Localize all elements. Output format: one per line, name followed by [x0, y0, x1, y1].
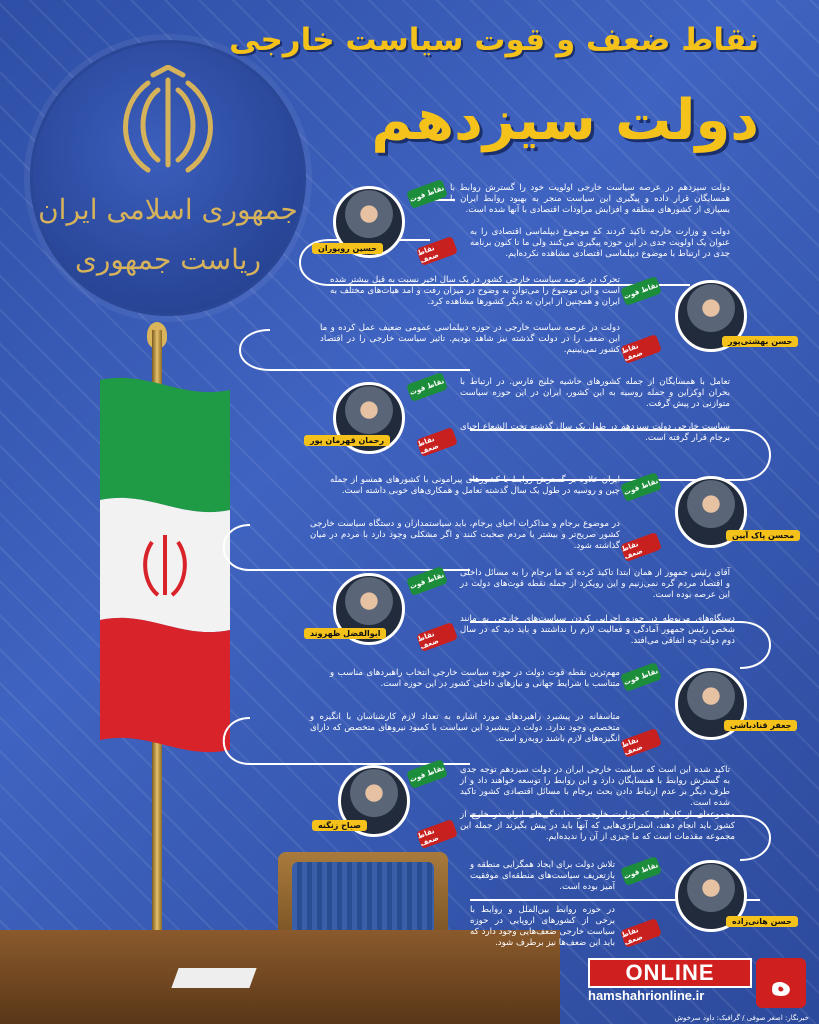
- weakness-text: دستگاه‌های مربوطه در حوزه اجرایی کردن سیاست‌های خارجی به مانند شخص رئیس جمهور آمادگی و فعالیت لازم را نداشتند و باید دید که در سال دوم دولت چه اتفاقی می‌افتد.: [460, 614, 735, 646]
- strength-tag: نقاط قوت: [620, 276, 662, 306]
- strength-tag: نقاط قوت: [620, 856, 662, 886]
- online-brand: ONLINE: [588, 958, 752, 988]
- strength-text: ایران علاوه بر گسترش روابط با کشورهای پیرامونی با کشورهای همسو از جمله چین و روسیه در طول یک سال گذشته تعامل و همکاری‌های خوبی داشته است.: [330, 475, 620, 496]
- emblem-line1: جمهوری اسلامی ایران: [38, 193, 298, 226]
- person-name: صباح زنگنه: [312, 820, 367, 831]
- person-name: حسین رویوران: [312, 243, 383, 254]
- hamshahri-online-logo[interactable]: [588, 958, 808, 1014]
- strength-tag: نقاط قوت: [406, 179, 448, 209]
- strength-text: تاکید شده این است که سیاست خارجی ایران در دولت سیزدهم توجه جدی به گسترش روابط با همسایگان دارد و این روابط را توسعه خواهند داد و از طرف دیگر بر عدم ارتباط دادن بحث برجام با مسائل اقتصادی کشور تاکید شده است.: [460, 765, 730, 808]
- weakness-tag: نقاط ضعف: [416, 622, 458, 652]
- weakness-tag: نقاط ضعف: [416, 236, 458, 266]
- weakness-text: در موضوع برجام و مذاکرات احیای برجام، باید سیاستمداران و دستگاه سیاست خارجی کشور صریح‌تر و بیشتر با مردم صحبت کنند و اگر مشکلی وجود دارد با مردم در میان گذاشته شود.: [310, 519, 620, 551]
- credit-line: خبرنگار: اصغر صوفی / گرافیک: داود سرخوش: [674, 1014, 809, 1022]
- strength-text: تعامل با همسایگان از جمله کشورهای حاشیه خلیج فارس. در ارتباط با بحران اوکراین و حمله روسیه به این کشور، ایران در این حوزه سیاست متوازنی در پیش گرفت.: [460, 377, 730, 409]
- person-name: حسن هانی‌زاده: [726, 916, 798, 927]
- person-name: جعفر قنادباشی: [724, 720, 797, 731]
- strength-tag: نقاط قوت: [406, 566, 448, 596]
- site-url[interactable]: hamshahrionline.ir: [588, 988, 705, 1003]
- weakness-tag: نقاط ضعف: [416, 427, 458, 457]
- weakness-text: دولت در عرصه سیاست خارجی در حوزه دیپلماسی عمومی ضعیف عمل کرده و ما این ضعف را در دولت گذشته نیز شاهد بودیم. تاثیر سیاست خارجی را در اقتصاد کشور نمی‌بینیم.: [320, 323, 620, 355]
- strength-tag: نقاط قوت: [620, 472, 662, 502]
- weakness-tag: نقاط ضعف: [416, 819, 458, 849]
- strength-text: مهم‌ترین نقطه قوت دولت در حوزه سیاست خارجی انتخاب راهبردهای مناسب و متناسب با شرایط جهانی و نیازهای داخلی کشور در این حوزه است.: [330, 668, 620, 689]
- weakness-text: در حوزه روابط بین‌الملل و روابط با برخی از کشورهای اروپایی در حوزه سیاست خارجی ضعف‌هایی وجود دارد که باید این ضعف‌ها نیز برطرف شود.: [470, 905, 615, 948]
- weakness-text: سیاست خارجی دولت سیزدهم در طول یک سال گذشته تحت الشعاع احیای برجام قرار گرفته است.: [460, 422, 730, 443]
- strength-tag: نقاط قوت: [620, 662, 662, 692]
- weakness-text: دولت و وزارت خارجه تاکید کردند که موضوع دیپلماسی اقتصادی را به عنوان یک اولویت جدی در این حوزه پیگیری می‌کنند ولی ما تا کنون برنامه جدی در ارتباط با موضوع دیپلماسی اقتصادی مشاهده نکرده‌ایم.: [470, 227, 730, 259]
- weakness-tag: نقاط ضعف: [620, 532, 662, 562]
- strength-text: دولت سیزدهم در عرصه سیاست خارجی اولویت خود را گسترش روابط با همسایگان قرار داده و پیگیری این سیاست منجر به بهبود روابط ایران با بسیاری از کشورهای منطقه و افزایش مراودات اقتصادی با آنها شده است.: [450, 183, 730, 215]
- strength-text: تلاش دولت برای ایجاد همگرایی منطقه و بازتعریف سیاست‌های منطقه‌ای موفقیت آمیز بوده است.: [470, 860, 615, 892]
- page-title-line1: نقاط ضعف و قوت سیاست خارجی: [229, 22, 759, 58]
- person-name: محسن پاک آیین: [726, 530, 800, 541]
- person-name: ابوالفضل ظهروند: [304, 628, 386, 639]
- strength-tag: نقاط قوت: [406, 759, 448, 789]
- emblem-line2: ریاست جمهوری: [74, 243, 261, 276]
- weakness-tag: نقاط ضعف: [620, 334, 662, 364]
- weakness-text: متاسفانه در پیشبرد راهبردهای مورد اشاره به تعداد لازم کارشناسان با انگیزه و متخصص وجود ندارد. دولت در پیشبرد این سیاست با کمبود نیروهای متخصص که دارای انگیزه‌های لازم باشند روبه‌رو است.: [310, 712, 620, 744]
- weakness-text: مجموعه‌ای از کارهایی که وزارت خارجه و نمایندگی‌های ایران در خارج از کشور باید انجام دهند، استراتژی‌هایی که آنها باید در پیش بگیرند از جمله این مجموعه مقدمات است که ما چیزی از آن را ندیده‌ایم.: [460, 810, 735, 842]
- weakness-tag: نقاط ضعف: [620, 728, 662, 758]
- person-name: حسن بهشتی‌پور: [722, 336, 798, 347]
- strength-tag: نقاط قوت: [406, 372, 448, 402]
- hamshahri-mark-icon: ه: [756, 958, 806, 1008]
- strength-text: تحرک در عرصه سیاست خارجی کشور در یک سال اخیر نسبت به قبل بیشتر شده است و این موضوع را می‌توان به وضوح در میزان رفت و آمد هیات‌های مختلف به ایران و همچنین از ایران به دیگر کشورها مشاهده کرد.: [330, 275, 620, 307]
- page-title-line2: دولت سیزدهم: [371, 88, 759, 153]
- weakness-tag: نقاط ضعف: [620, 918, 662, 948]
- strength-text: آقای رئیس جمهور از همان ابتدا تاکید کرده که ما برجام را به مسائل داخلی و اقتصاد مردم گره نمی‌زنیم و این رویکرد از جمله نقطه قوت‌های دولت در این عرصه بوده است.: [460, 568, 730, 600]
- person-name: رحمان قهرمان پور: [304, 435, 390, 446]
